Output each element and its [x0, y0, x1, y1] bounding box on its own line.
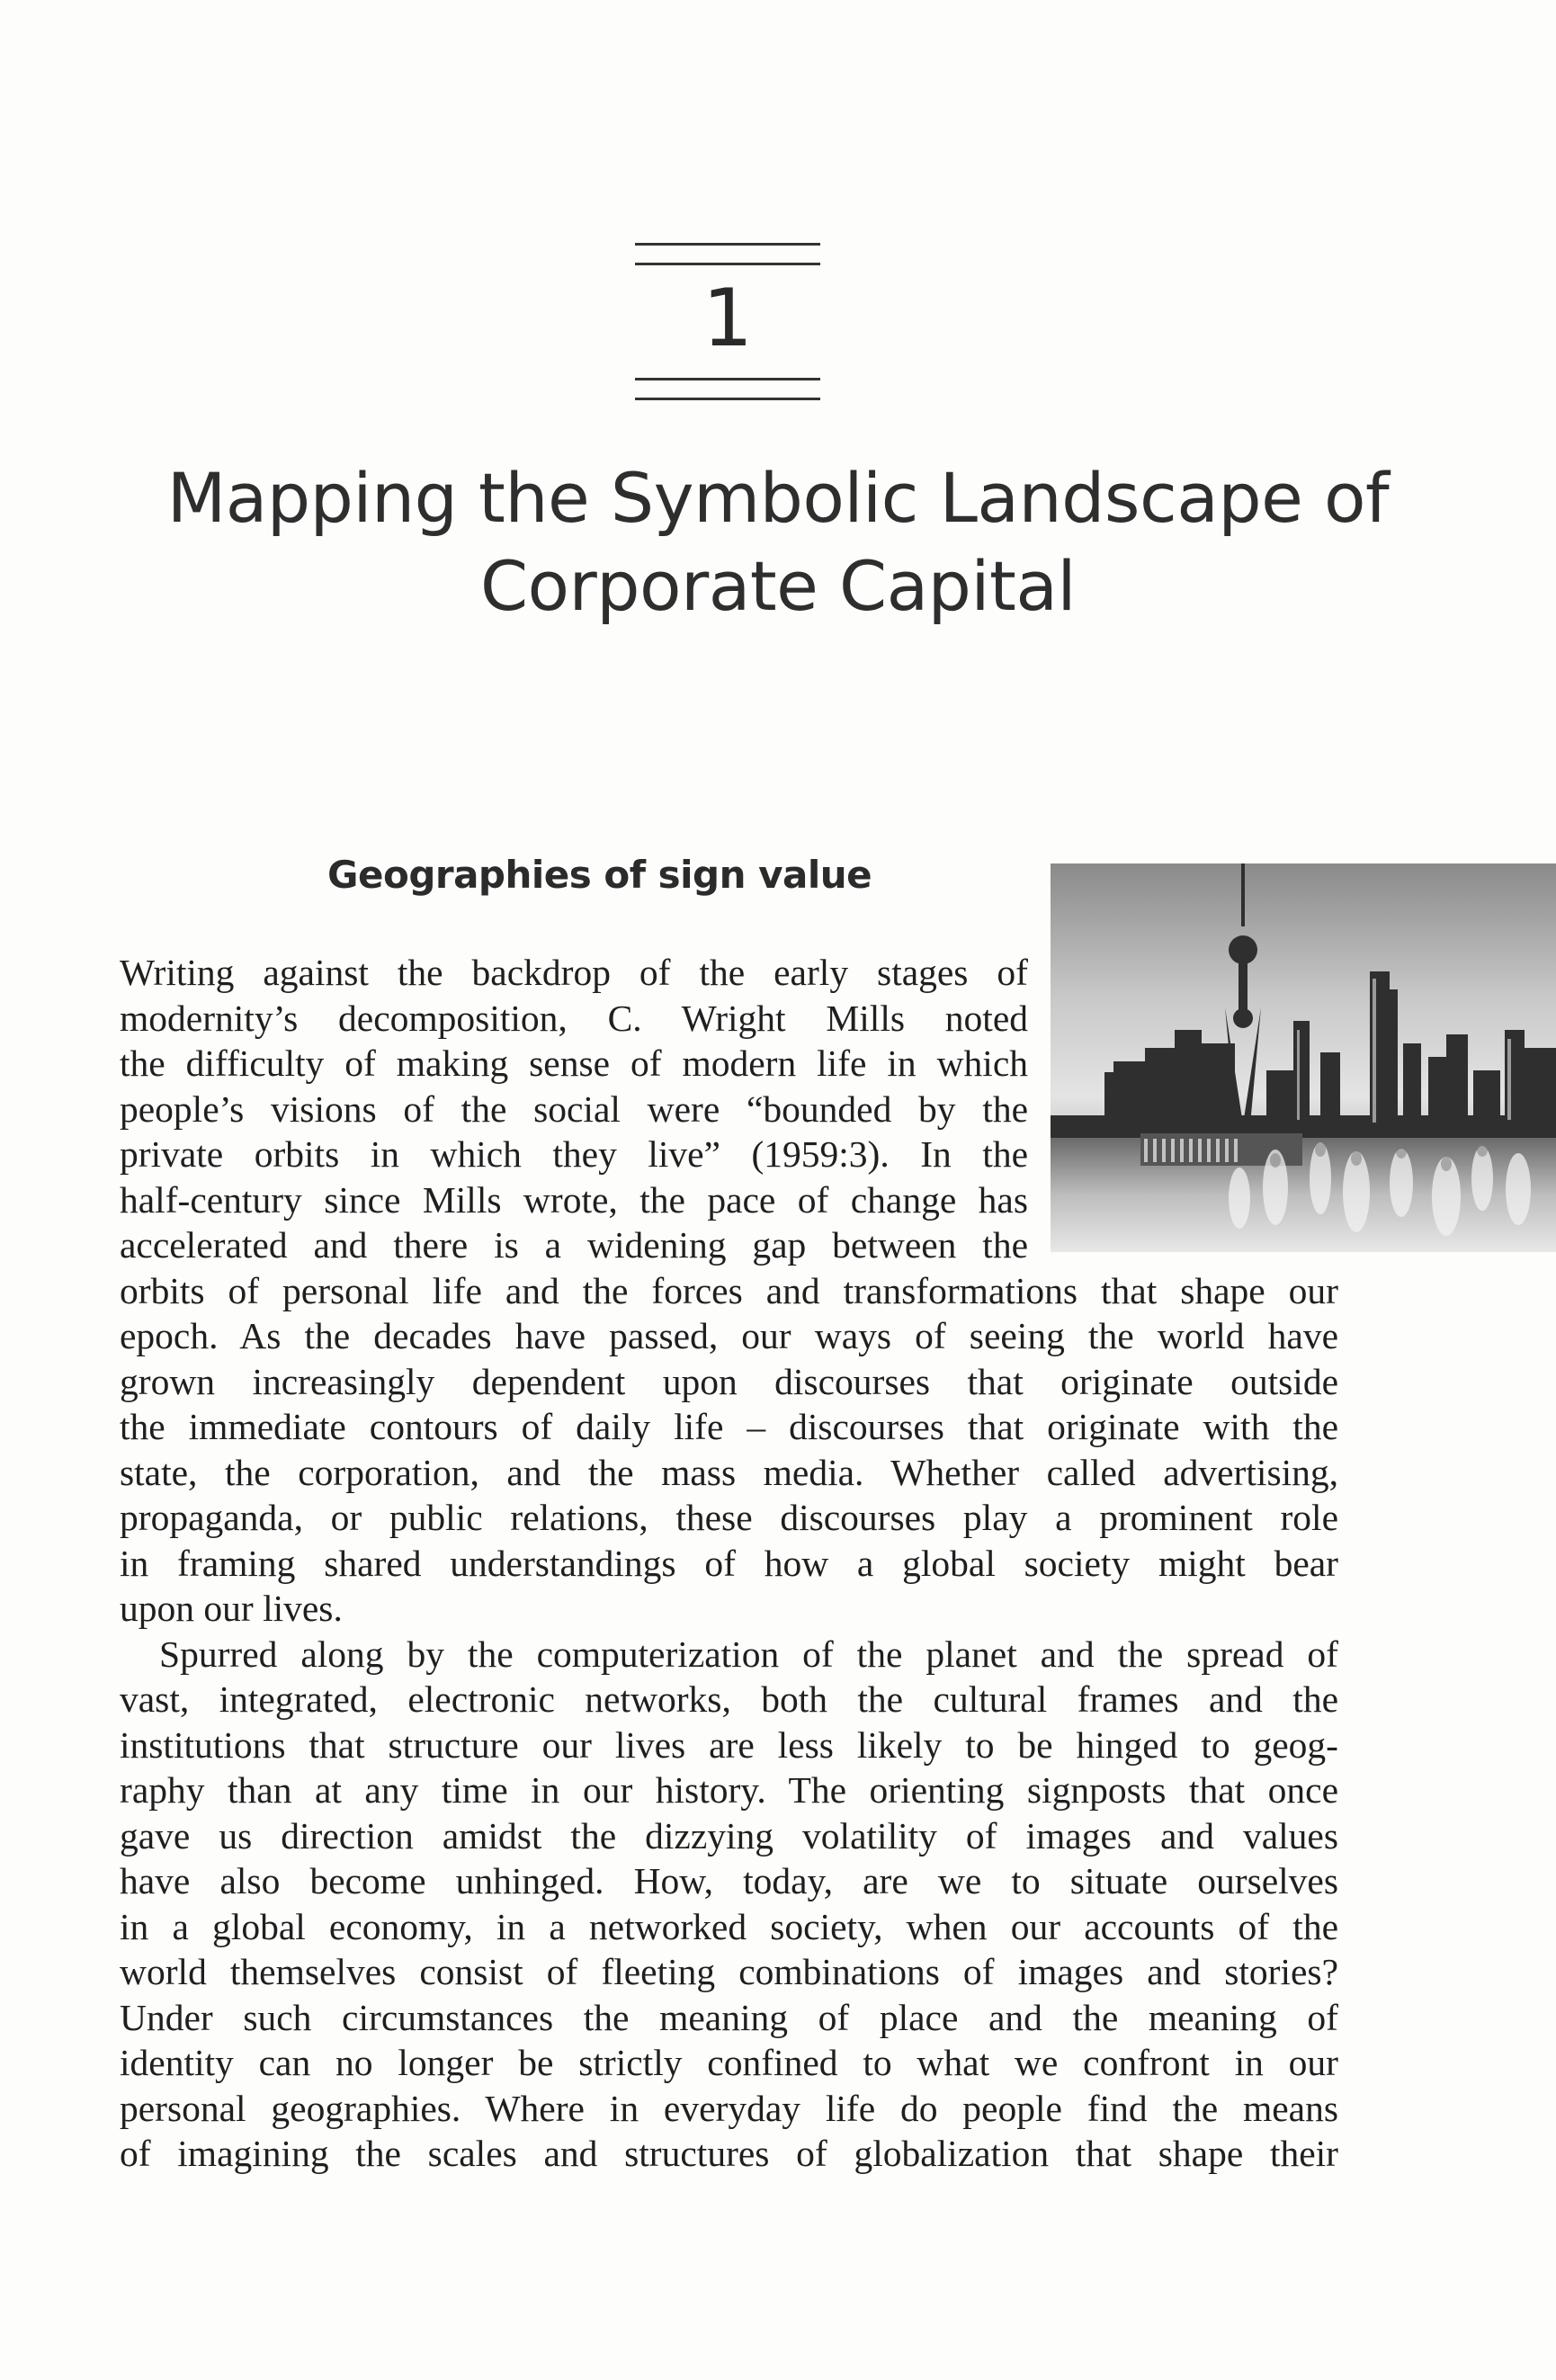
text-line: vast, integrated, electronic networks, both the cultural frames and the	[120, 1678, 1338, 1720]
text-line: half-century since Mills wrote, the pace of change has	[120, 1178, 1028, 1221]
text-line: grown increasingly dependent upon discourses that originate outside	[120, 1360, 1338, 1402]
text-line: in a global economy, in a networked society, when our accounts of the	[120, 1905, 1338, 1947]
text-line: Spurred along by the computerization of the planet and the spread of	[159, 1633, 1338, 1675]
text-line: modernity’s decomposition, C. Wright Mills noted	[120, 997, 1028, 1039]
bottom-rule-2	[635, 398, 820, 400]
text-line: of imagining the scales and structures of globalization that shape their	[120, 2133, 1338, 2174]
text-line: Writing against the backdrop of the early stages of	[120, 952, 1028, 993]
top-rule-1	[635, 243, 820, 246]
text-line: state, the corporation, and the mass media. Whether called advertising,	[120, 1451, 1338, 1493]
text-line: have also become unhinged. How, today, are we to situate ourselves	[120, 1860, 1338, 1901]
section-heading: Geographies of sign value	[327, 853, 872, 897]
chapter-ornament	[635, 236, 820, 416]
chapter-title-line-2: Corporate Capital	[479, 546, 1077, 626]
text-line: upon our lives.	[120, 1588, 343, 1629]
text-line: world themselves consist of fleeting combinations of images and stories?	[120, 1951, 1338, 1992]
bottom-rule-1	[635, 378, 820, 380]
chapter-title	[108, 454, 1448, 631]
chapter-title-line-1: Mapping the Symbolic Landscape of	[166, 458, 1390, 538]
text-line: the immediate contours of daily life – discourses that originate with the	[120, 1406, 1338, 1447]
text-line: in framing shared understandings of how a global society might bear	[120, 1542, 1338, 1584]
text-line: propaganda, or public relations, these discourses play a prominent role	[120, 1497, 1338, 1538]
text-line: people’s visions of the social were “bounded by the	[120, 1087, 1028, 1130]
text-line: raphy than at any time in our history. The orienting signposts that once	[120, 1769, 1338, 1811]
text-line: gave us direction amidst the dizzying volatility of images and values	[120, 1814, 1338, 1857]
chapter-number: 1	[702, 272, 753, 364]
text-line: institutions that structure our lives are less likely to be hinged to geog-	[120, 1723, 1338, 1766]
text-line: the difficulty of making sense of modern life in which	[120, 1042, 1028, 1084]
text-line: epoch. As the decades have passed, our ways of seeing the world have	[120, 1315, 1338, 1356]
text-line: identity can no longer be strictly confined to what we confront in our	[120, 2042, 1338, 2083]
paragraph-2	[120, 1632, 1338, 2177]
text-line: private orbits in which they live” (1959:3). In the	[120, 1133, 1028, 1175]
paragraph-1	[120, 950, 1338, 1632]
text-line: personal geographies. Where in everyday life do people find the means	[120, 2087, 1338, 2129]
text-line: accelerated and there is a widening gap between the	[120, 1224, 1028, 1266]
text-line: orbits of personal life and the forces and transformations that shape our	[120, 1269, 1338, 1311]
text-line: Under such circumstances the meaning of place and the meaning of	[120, 1996, 1338, 2038]
top-rule-2	[635, 263, 820, 265]
body-text	[120, 950, 1338, 2177]
